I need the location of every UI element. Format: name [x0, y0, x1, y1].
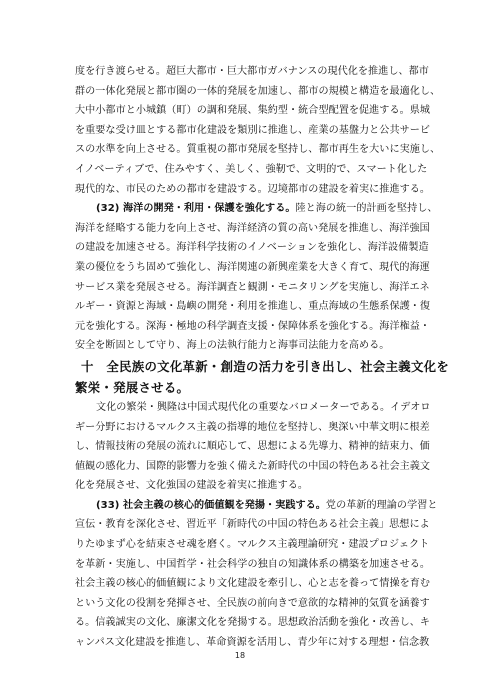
- paragraph-line: 現代的な、市民のための都市を建設する。辺境都市の建設を着実に推進する。: [75, 183, 431, 195]
- paragraph-line: を重要な受け皿とする都市化建設を類別に推進し、産業の基盤力と公共サービ: [75, 124, 431, 136]
- paragraph-line: の建設を加速させる。海洋科学技術のイノベーションを強化し、海洋設備製造: [75, 242, 429, 254]
- section-33-first-line: [75, 496, 438, 516]
- paragraph-line: 元を強化する。深海・極地の科学調査支援・保障体系を強化する。海洋権益・: [75, 320, 431, 332]
- chapter-heading-line-1: 十 全民族の文化革新・創造の活力を引き出し、社会主義文化を: [81, 358, 450, 374]
- section-33-first-rest: 党の革新的理論の学習と: [325, 499, 438, 511]
- paragraph-line: 安全を断固として守り、海上の法執行能力と海事司法能力を高める。: [75, 340, 390, 352]
- paragraph-line: ャンパス文化建設を推進し、革命資源を活用し、青少年に対する理想・信念教: [75, 637, 430, 649]
- chapter-heading-line-2: 繁栄・発展させる。: [75, 379, 190, 395]
- paragraph-line: ルギー・資源と海域・島嶼の開発・利用を推進し、重点海域の生態系保護・復: [75, 301, 431, 313]
- paragraph-line: し、情報技術の発展の流れに順応して、思想による先導力、精神的結束力、価: [75, 441, 430, 453]
- section-32-label: (32) 海洋の開発・利用・保護を強化する。: [96, 203, 296, 215]
- paragraph-line: 度を行き渡らせる。超巨大都市・巨大都市ガバナンスの現代化を推進し、都市: [75, 66, 429, 77]
- page-number: 18: [234, 651, 246, 660]
- paragraph-line: 大中小都市と小城鎮（町）の調和発展、集約型・統合型配置を促進する。県城: [75, 105, 431, 117]
- paragraph-line: 群の一体化発展と都市圏の一体的発展を加速し、都市の規模と構造を最適化し、: [75, 85, 441, 97]
- page-body: [75, 62, 450, 653]
- section-33-label: (33) 社会主義の核心的価値観を発揚・実践する。: [96, 499, 326, 511]
- paragraph-line: 業の優位をうち固めて強化し、海洋関連の新興産業を大きく育て、現代的海運: [75, 261, 430, 273]
- paragraph-line: 文化の繁栄・興隆は中国式現代化の重要なバロメーターである。イデオロ: [96, 401, 431, 413]
- paragraph-line: サービス業を発展させる。海洋調査と観測・モニタリングを実施し、海洋エネ: [75, 281, 430, 293]
- paragraph-line: スの水準を向上させる。質重視の都市発展を堅持し、都市再生を大いに実施し、: [75, 144, 441, 156]
- paragraph-line: りたゆまず心を結束させ魂を磨く。マルクス主義理論研究・建設プロジェクト: [75, 539, 430, 551]
- section-32-first-line: [75, 199, 438, 219]
- paragraph-line: という文化の役割を発揮させ、全民族の前向きで意欲的な精神的気質を涵養す: [75, 597, 430, 609]
- section-32-first-rest: 陸と海の統一的計画を堅持し、: [295, 203, 438, 215]
- paragraph-line: る。信義誠実の文化、廉潔文化を発揚する。思想政治活動を強化・改善し、キ: [75, 617, 431, 629]
- paragraph-line: 値観の感化力、国際的影響力を強く備えた新時代の中国の特色ある社会主義文: [75, 460, 431, 472]
- paragraph-line: 宣伝・教育を深化させ、習近平「新時代の中国の特色ある社会主義」思想によ: [75, 519, 430, 531]
- paragraph-line: ギー分野におけるマルクス主義の指導的地位を堅持し、奥深い中華文明に根差: [75, 421, 430, 433]
- paragraph-line: 海洋を経略する能力を向上させ、海洋経済の質の高い発展を推進し、海洋強国: [75, 222, 430, 234]
- paragraph-line: イノベーティブで、住みやすく、美しく、強靭で、文明的で、スマート化した: [75, 163, 428, 175]
- paragraph-line: 化を発展させ、文化強国の建設を着実に推進する。: [75, 480, 309, 492]
- paragraph-line: を革新・実施し、中国哲学・社会科学の独自の知識体系の構築を加速させる。: [75, 558, 431, 570]
- paragraph-line: 社会主義の核心的価値観により文化建設を牽引し、心と志を養って情操を育む: [75, 578, 431, 590]
